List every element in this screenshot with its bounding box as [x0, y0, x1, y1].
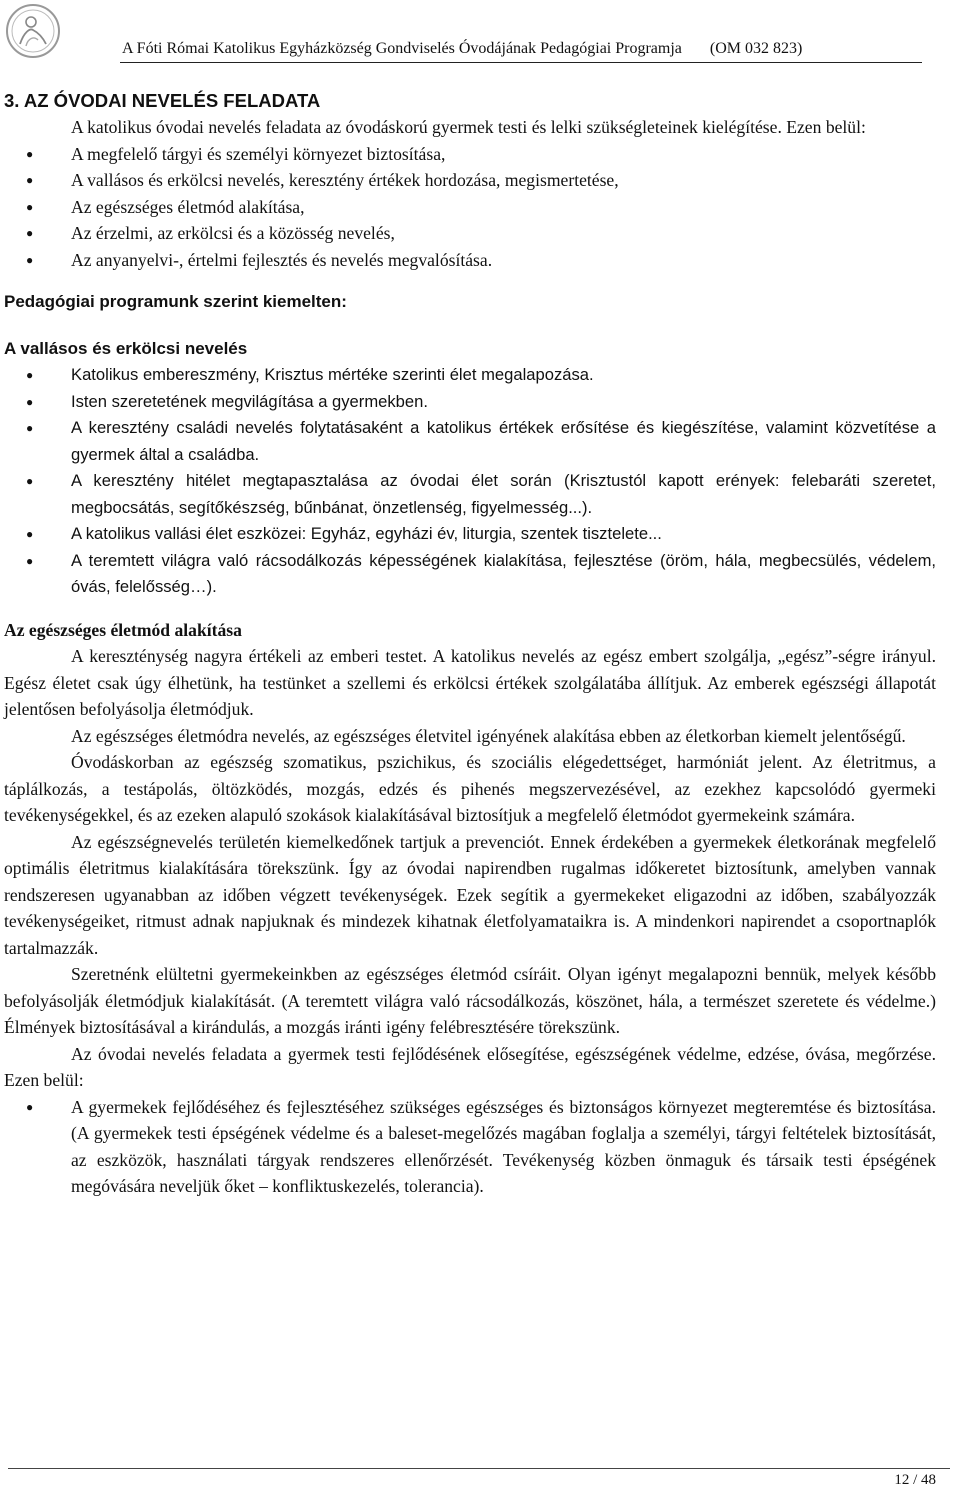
kindergarten-logo-icon [4, 2, 62, 60]
section-title: 3. AZ ÓVODAI NEVELÉS FELADATA [4, 90, 321, 111]
om-identifier: (OM 032 823) [709, 40, 803, 57]
health-heading: Az egészséges életmód alakítása [4, 619, 242, 640]
health-paragraph: Óvodáskorban az egészség szomatikus, pszichikus, és szociális elégedettséget, harmóniát jelent. Az életritmus, a táplálkozás, a testápolás, öltözködés, mozgás, edzés és pihenés megszervezésével, az ezekhez kapcsolódó gyermeki tevékenységekkel, és az ezeken alapuló szokások kialakításával biztosítjuk a megfelelő életmódot gyermekeink számára. [4, 752, 936, 825]
list-item: ● A gyermekek fejlődéséhez és fejlesztéséhez szükséges egészséges és biztonságos környezet megteremtése és biztosítása. (A gyermekek testi épségének védelme és a baleset-megelőzés magában foglalja a személyi, tárgyi feltételek biztosítását, az eszközök, használati tárgyak rendszeres ellenőrzését. Tevékenység közben önmaguk és társaik testi épségének megóvására neveljük őket – konfliktuskezelés, tolerancia). [4, 1094, 936, 1200]
list-item: ● Isten szeretetének megvilágítása a gyermekben. [4, 389, 936, 416]
list-item: ● A megfelelő tárgyi és személyi környezet biztosítása, [4, 141, 936, 168]
list-item: ● Az egészséges életmód alakítása, [4, 194, 936, 221]
program-title: A Fóti Római Katolikus Egyházközség Gondviselés Óvodájának Pedagógiai Programja [122, 40, 682, 57]
list-item: ● A keresztény családi nevelés folytatásaként a katolikus értékek erősítése és kiegészítése, valamint közvetítése a gyermek által a családba. [4, 415, 936, 468]
list-item: ● Katolikus embereszmény, Krisztus mértéke szerinti élet megalapozása. [4, 362, 936, 389]
list-item: ● A teremtett világra való rácsodálkozás képességének kialakítása, fejlesztése (öröm, hála, megbecsülés, védelem, óvás, felelősség…). [4, 548, 936, 601]
health-paragraph: Szeretnénk elültetni gyermekeinkben az egészséges életmód csíráit. Olyan igényt megalapozni bennük, melyek később befolyásolják életmódjuk kialakítását. (A teremtett világra való rácsodálkozás, köszönet, hála, a természet szeretete és védelme.) Élmények biztosításával a kirándulás, a mozgás iránti igény felébresztésére törekszünk. [4, 964, 936, 1037]
header-divider [120, 62, 922, 63]
health-list [4, 1094, 936, 1200]
list-item: ● A vallásos és erkölcsi nevelés, keresztény értékek hordozása, megismertetése, [4, 167, 936, 194]
list-item: ● Az anyanyelvi-, értelmi fejlesztés és nevelés megvalósítása. [4, 247, 936, 274]
header-title [122, 40, 802, 58]
health-paragraph: Az egészségnevelés területén kiemelkedőnek tartjuk a prevenciót. Ennek érdekében a gyermekek életkorának megfelelő optimális életritmus kialakítására törekszünk. Így az óvodai napirendben rugalmas időkeretet biztosítunk, amelyben vannak rendszeresen ugyanabban az időben végzett tevékenységek. Ezek segítik a gyermekeket eligazodni az időben, szabályozzák tevékenységeiket, ritmust adnak napjuknak és mindezek kihatnak életfolyamataikra is. A mindenkori napirendet a csoportnaplók tartalmazzák. [4, 831, 936, 958]
main-content [4, 88, 936, 1200]
health-paragraph: Az egészséges életmódra nevelés, az egészséges életvitel igényének alakítása ebben az életkorban kiemelt jelentőségű. [71, 725, 906, 746]
religious-list [4, 362, 936, 601]
section-intro: A katolikus óvodai nevelés feladata az óvodáskorú gyermek testi és lelki szükségleteinek kielégítése. Ezen belül: [71, 117, 866, 137]
religious-heading: A vallásos és erkölcsi nevelés [4, 338, 248, 358]
emphasis-heading: Pedagógiai programunk szerint kiemelten: [4, 292, 347, 311]
list-item: ● A katolikus vallási élet eszközei: Egyház, egyházi év, liturgia, szentek tisztelete... [4, 521, 936, 548]
page-number: 12 / 48 [894, 1472, 936, 1488]
page-header [0, 0, 960, 64]
footer-divider [8, 1468, 950, 1469]
list-item: ● Az érzelmi, az erkölcsi és a közösség nevelés, [4, 220, 936, 247]
task-list [4, 141, 936, 274]
health-paragraph: Az óvodai nevelés feladata a gyermek testi fejlődésének elősegítése, egészségének védelme, edzése, óvása, megőrzése. Ezen belül: [4, 1043, 936, 1090]
list-item: ● A keresztény hitélet megtapasztalása az óvodai élet során (Krisztustól kapott erények: felebaráti szeretet, megbocsátás, segítőkészség, bűnbánat, önzetlenség, figyelmesség...). [4, 468, 936, 521]
health-paragraph: A kereszténység nagyra értékeli az emberi testet. A katolikus nevelés az egész embert szolgálja, „egész”-ségre irányul. Egész életet csak úgy élhetünk, ha testünket a szellemi és erkölcsi értékek szolgálatába állítjuk. Az emberek egészségi állapotát jelentősen befolyásolja életmódjuk. [4, 646, 936, 719]
